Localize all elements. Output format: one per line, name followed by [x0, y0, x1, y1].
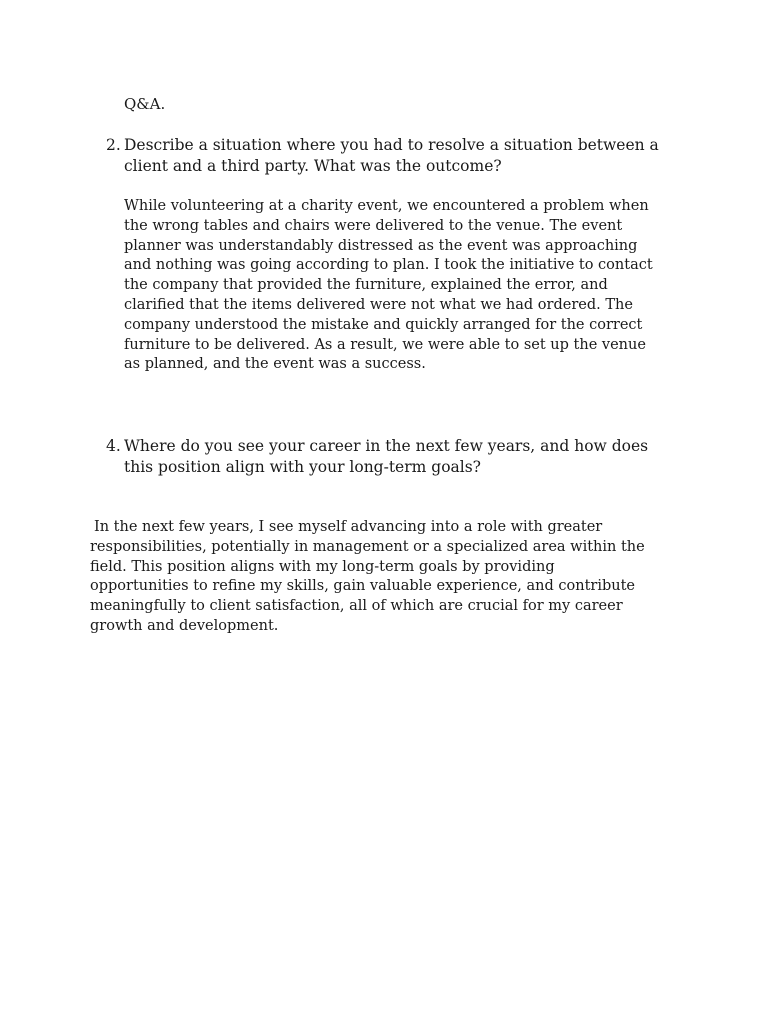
question-2 [106, 135, 666, 176]
question-number: 4. [106, 437, 121, 455]
answer-text: While volunteering at a charity event, we encountered a problem when the wrong tables and chairs were delivered to the venue. The event planner was understandably distressed as the event was approaching and nothing was going according to plan. I took the initiative to contact the company that provided the furniture, explained the error, and clarified that the items delivered were not what we had ordered. The company understood the mistake and quickly arranged for the correct furniture to be delivered. As a result, we were able to set up the venue as planned, and the event was a success. [124, 198, 653, 373]
intro-text: Q&A. [124, 95, 166, 113]
question-number: 2. [106, 136, 121, 154]
question-4 [106, 436, 666, 477]
question-text: Describe a situation where you had to resolve a situation between a client and a third party. What was the outcome? [124, 136, 659, 175]
answer-text: In the next few years, I see myself advancing into a role with greater responsibilities, potentially in management or a specialized area within the field. This position aligns with my long-term goals by providing opportunities to refine my skills, gain valuable experience, and contribute meaningfully to client satisfaction, all of which are crucial for my career growth and development. [90, 519, 645, 634]
question-text: Where do you see your career in the next few years, and how does this position align with your long-term goals? [124, 437, 649, 476]
